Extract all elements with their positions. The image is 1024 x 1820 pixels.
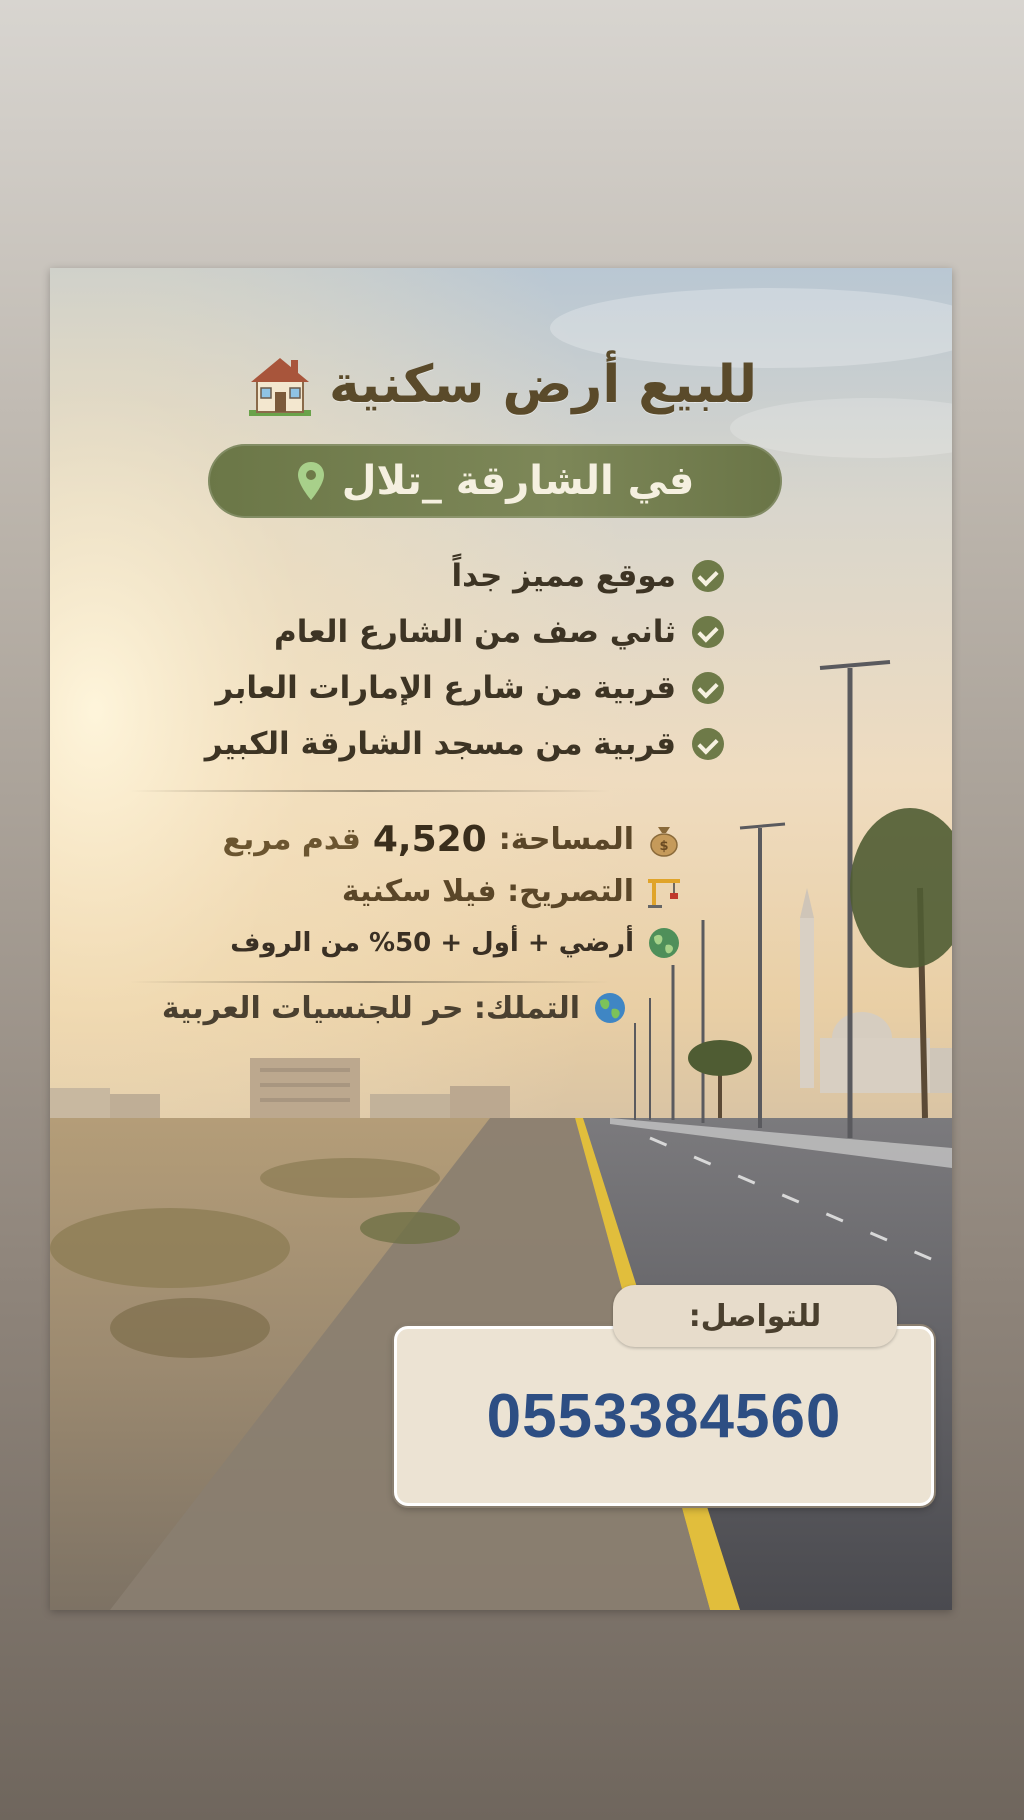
permit-label: التصريح: فيلا سكنية	[341, 873, 634, 909]
contact-tab	[613, 1285, 897, 1347]
list-item	[124, 716, 724, 772]
feature-list	[124, 548, 724, 772]
area-row	[222, 813, 682, 865]
list-item	[124, 660, 724, 716]
house-icon	[245, 352, 315, 418]
crane-icon	[646, 873, 682, 909]
map-pin-icon	[296, 460, 326, 502]
ownership-label: التملك: حر للجنسيات العربية	[161, 990, 580, 1026]
list-item	[124, 548, 724, 604]
location-text: في الشارقة _تلال	[341, 458, 695, 504]
check-circle-icon	[692, 728, 724, 760]
area-unit: قدم مربع	[222, 821, 361, 857]
feature-text: قربية من مسجد الشارقة الكبير	[204, 726, 676, 762]
contact-card	[394, 1326, 934, 1506]
poster-title: للبيع أرض سكنية	[329, 355, 758, 415]
ownership-row	[162, 990, 628, 1026]
divider	[130, 790, 610, 792]
contact-label: للتواصل:	[688, 1298, 822, 1334]
title-row	[50, 352, 952, 418]
check-circle-icon	[692, 616, 724, 648]
area-label: المساحة:	[498, 821, 634, 857]
list-item	[124, 604, 724, 660]
globe-icon	[646, 925, 682, 961]
land-sale-poster	[50, 268, 952, 1610]
poster-content	[50, 268, 952, 1610]
check-circle-icon	[692, 672, 724, 704]
feature-text: ثاني صف من الشارع العام	[273, 614, 676, 650]
location-pill	[208, 444, 782, 518]
area-value: 4,520	[372, 818, 487, 860]
specs-block	[222, 813, 682, 969]
svg-text:$: $	[659, 839, 669, 854]
globe-icon	[592, 990, 628, 1026]
money-bag-icon	[646, 821, 682, 857]
check-circle-icon	[692, 560, 724, 592]
feature-text: موقع مميز جداً	[451, 558, 676, 594]
permit-detail: أرضي + أول + 50% من الروف	[230, 928, 634, 958]
permit-detail-row	[222, 917, 682, 969]
permit-row	[222, 865, 682, 917]
feature-text: قربية من شارع الإمارات العابر	[215, 670, 676, 706]
divider	[130, 981, 610, 983]
phone-number[interactable]: 0553384560	[486, 1381, 842, 1451]
